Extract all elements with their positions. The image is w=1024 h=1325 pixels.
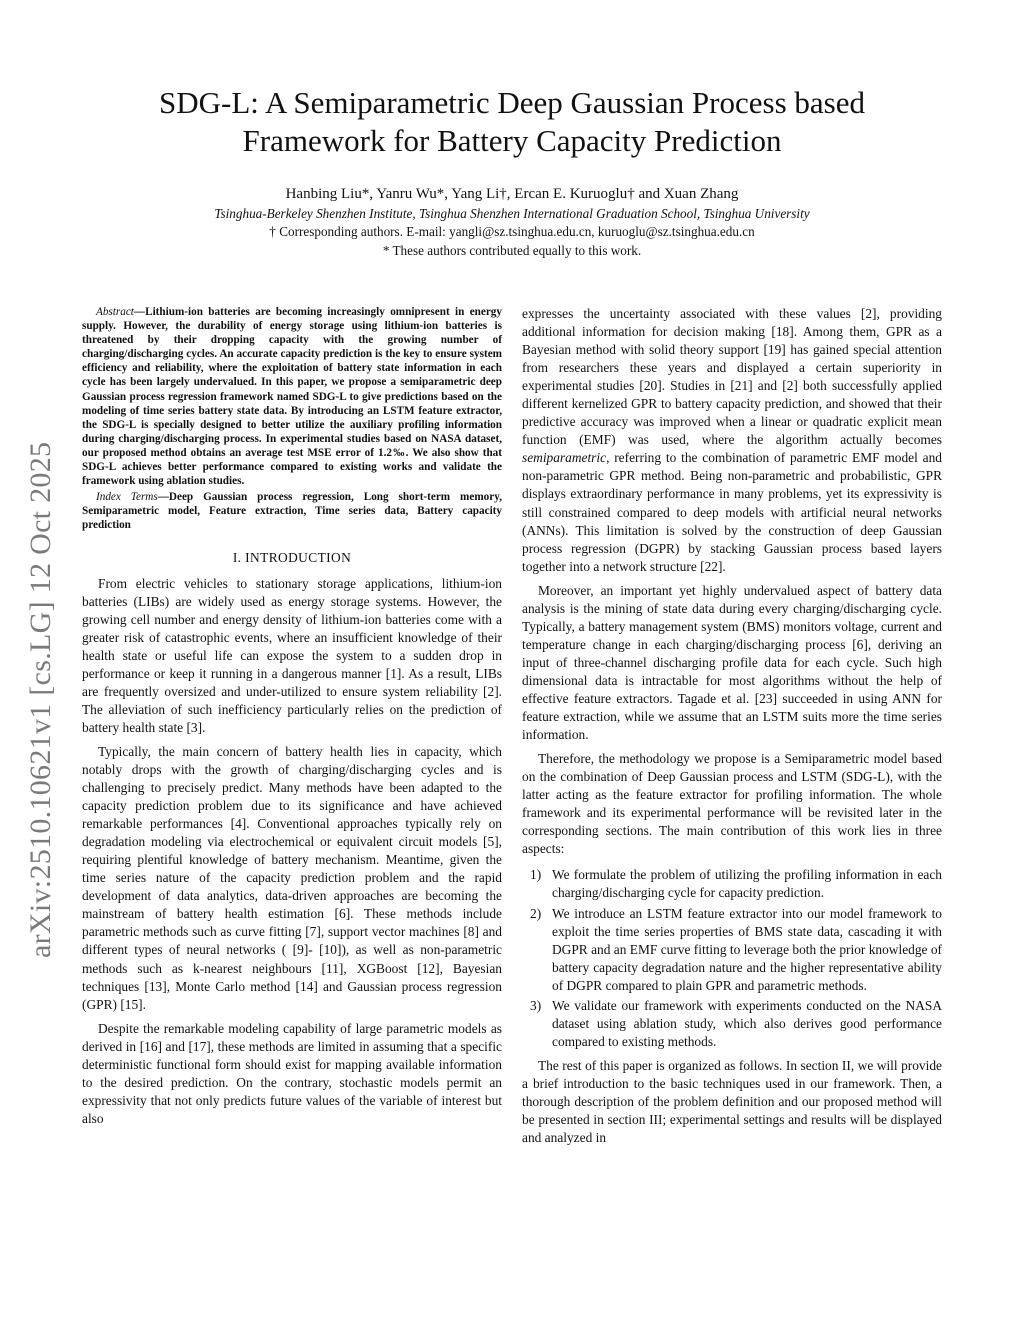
paper-title <box>0 84 1024 160</box>
contribution-text: We formulate the problem of utilizing the profiling information in each charging/discharging cycle for capacity prediction. <box>552 867 942 901</box>
title-line-1: SDG-L: A Semiparametric Deep Gaussian Process based <box>159 85 865 120</box>
index-terms-lead: Index Terms <box>96 491 158 504</box>
abstract-lead: Abstract <box>96 306 134 318</box>
right-paragraph-2: Moreover, an important yet highly undervalued aspect of battery data analysis is the mining of state data during every charging/discharging cycle. Typically, a battery management system (BMS) monitors voltage, current and temperature change in each charging/discharging process [6], deriving an input of three-channel discharging profile data for each cycle. Such high dimensional data is intractable for most algorithms without the help of effective feature extractors. Tagade et al. [23] succeeded in using ANN for feature extraction, while we assume that an LSTM suits more the time series information. <box>522 582 942 743</box>
abstract-text: —Lithium-ion batteries are becoming increasingly omnipresent in energy supply. However, the durability of energy storage using lithium-ion batteries is threatened by their dropping capacity with the growing number of charging/discharging cycles. An accurate capacity prediction is the key to ensure system efficiency and reliability, where the exploitation of battery state information in each cycle has been largely undervalued. In this paper, we propose a semiparametric deep Gaussian process regression framework named SDG-L to give predictions based on the modeling of time series battery state data. By introducing an LSTM feature extractor, the SDG-L is specially designed to better utilize the auxiliary profiling information during charging/discharging process. In experimental studies based on NASA dataset, our proposed method obtains an average test MSE error of 1.2‰. We also show that SDG-L achieves better performance compared to existing works and validate the framework using ablation studies. <box>82 306 502 488</box>
contribution-list <box>522 866 942 1050</box>
contribution-number: 3) <box>530 997 542 1013</box>
index-terms <box>82 490 502 532</box>
abstract <box>82 305 502 488</box>
corresponding-authors: † Corresponding authors. E-mail: yangli@sz.tsinghua.edu.cn, kuruoglu@sz.tsinghua.edu.cn <box>269 224 755 239</box>
intro-paragraph-3: Despite the remarkable modeling capability of large parametric models as derived in [16] and [17], these methods are limited in assuming that a specific deterministic functional form should exist for mapping available information to the desired prediction. On the contrary, stochastic models permit an expressivity that not only predicts future values of the variable of interest but also <box>82 1020 502 1126</box>
right-paragraph-4: The rest of this paper is organized as follows. In section II, we will provide a brief introduction to the basic techniques used in our framework. Then, a thorough description of the problem definition and our proposed method will be presented in section III; experimental settings and results will be displayed and analyzed in <box>522 1057 942 1146</box>
left-column <box>82 305 502 1128</box>
right-paragraph-3: Therefore, the methodology we propose is a Semiparametric model based on the combination of Deep Gaussian process and LSTM (SDG-L), with the latter acting as the feature extractor for profiling information. The whole framework and its experimental performance will be revisited later in the corresponding sections. The main contribution of this work lies in three aspects: <box>522 751 942 857</box>
contribution-number: 2) <box>530 905 542 921</box>
contribution-item <box>522 866 942 902</box>
contribution-text: We introduce an LSTM feature extractor into our model framework to exploit the time series properties of BMS state data, cascading it with DGPR and an EMF curve fitting to leverage both the prior knowledge of battery capacity degradation nature and the higher representative ability of DGPR compared to plain GPR and parametric methods. <box>552 905 942 993</box>
contribution-text: We validate our framework with experiments conducted on the NASA dataset using ablation study, which also derives good performance compared to existing methods. <box>552 997 942 1049</box>
contribution-number: 1) <box>530 867 542 883</box>
right-paragraph-1 <box>522 305 942 576</box>
index-terms-text: —Deep Gaussian process regression, Long short-term memory, Semiparametric model, Feature extraction, Time series data, Battery capacity prediction <box>82 491 502 532</box>
equal-contribution-note: * These authors contributed equally to this work. <box>382 243 642 258</box>
right-paragraph-1-emphasis: semiparametric <box>522 450 607 466</box>
title-line-2: Framework for Battery Capacity Prediction <box>242 123 782 158</box>
contribution-item <box>522 905 942 995</box>
contribution-item <box>522 997 942 1051</box>
author-list: Hanbing Liu*, Yanru Wu*, Yang Li†, Ercan E. Kuruoglu† and Xuan Zhang <box>285 186 739 202</box>
intro-paragraph-2: Typically, the main concern of battery health lies in capacity, which notably drops with the growth of charging/discharging cycles and is challenging to precisely predict. Many methods have been adapted to the capacity prediction problem due to its significance and have achieved remarkable performances [4]. Conventional approaches typically rely on degradation modeling via electrochemical or equivalent circuit models [5], requiring plentiful knowledge of battery mechanism. Meantime, given the time series nature of the capacity prediction problem and the rapid development of data analytics, data-driven approaches are becoming the mainstream of battery health estimation [6]. These methods include parametric methods such as curve fitting [7], support vector machines [8] and different types of neural networks ( [9]- [10]), as well as non-parametric methods such as k-nearest neighbours [11], XGBoost [12], Bayesian techniques [13], Monte Carlo method [14] and Gaussian process regression (GPR) [15]. <box>82 743 502 1012</box>
affiliation: Tsinghua-Berkeley Shenzhen Institute, Tsinghua Shenzhen International Graduation School, Tsinghua University <box>214 206 810 221</box>
right-column <box>522 305 942 1147</box>
section-heading-introduction: I. INTRODUCTION <box>232 549 352 565</box>
right-paragraph-1-a: expresses the uncertainty associated with these values [2], providing additional information for decision making [18]. Among them, GPR as a Bayesian method with solid theory support [19] has gained special attention from researchers these years and displayed a certain superiority in experimental studies [20]. Studies in [21] and [2] both successfully applied different kernelized GPR to battery capacity prediction, and showed that their predictive accuracy was improved when a linear or quadratic explicit mean function (EMF) was used, where the algorithm actually becomes <box>522 306 942 448</box>
right-paragraph-1-b: , referring to the combination of parametric EMF model and non-parametric GPR method. Being non-parametric and probabilistic, GPR displays extraordinary performance in many problems, yet its expressivity is still constrained compared to deep models with artificial neural networks (ANNs). This limitation is solved by the construction of deep Gaussian process regression (DGPR) by stacking Gaussian process based layers together into a network structure [22]. <box>522 450 942 574</box>
intro-paragraph-1: From electric vehicles to stationary storage applications, lithium-ion batteries (LIBs) are widely used as energy storage systems. However, the growing cell number and energy density of lithium-ion batteries come with a greater risk of catastrophic events, where an insufficient knowledge of their health state or useful life can expose the system to a sudden drop in performance or keep it running in a dangerous manner [1]. As a result, LIBs are frequently oversized and under-utilized to ensure system reliability [2]. The alleviation of such inefficiency particularly relies on the prediction of battery health state [3]. <box>82 575 502 735</box>
arxiv-stamp: arXiv:2510.10621v1 [cs.LG] 12 Oct 2025 <box>24 441 57 958</box>
